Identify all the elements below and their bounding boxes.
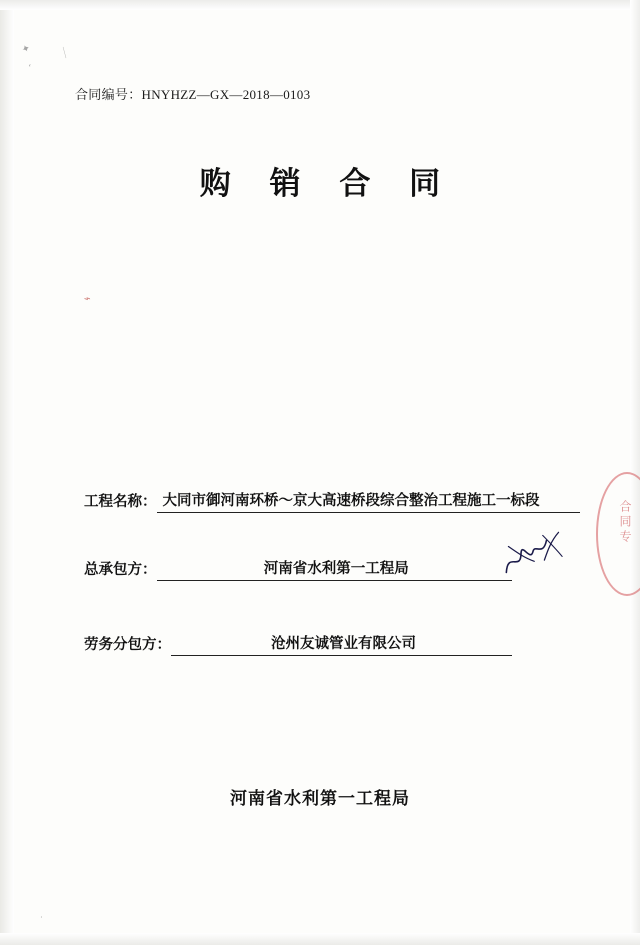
field-general-contractor	[84, 557, 580, 581]
page-title: 购 销 合 同	[199, 166, 455, 202]
footer-organization: 河南省水利第一工程局	[230, 789, 410, 808]
field-label-project-name: 工程名称：	[84, 494, 157, 510]
field-value-project-name: 大同市御河南环桥～京大高速桥段综合整治工程施工一标段	[157, 489, 581, 513]
field-label-labor-subcontractor: 劳务分包方：	[84, 637, 171, 653]
field-labor-subcontractor	[84, 632, 580, 656]
scan-artifact-mark: ⌁	[82, 292, 92, 306]
field-label-general-contractor: 总承包方：	[84, 562, 157, 578]
field-value-labor-subcontractor: 沧州友诚管业有限公司	[171, 632, 512, 656]
field-project-name	[84, 489, 580, 513]
contract-number: 合同编号：HNYHZZ—GX—2018—0103	[75, 87, 311, 102]
scan-artifact-mark: ʻ	[27, 61, 32, 73]
scan-artifact-mark: ·	[39, 911, 44, 923]
scan-artifact-mark: ✦	[20, 42, 33, 57]
field-value-general-contractor: 河南省水利第一工程局	[157, 557, 513, 581]
scan-artifact-mark: ／	[58, 46, 72, 60]
seal-stamp-text: 合同专	[618, 500, 632, 545]
page-edge-bottom	[0, 933, 640, 945]
page-edge-top	[0, 0, 640, 10]
